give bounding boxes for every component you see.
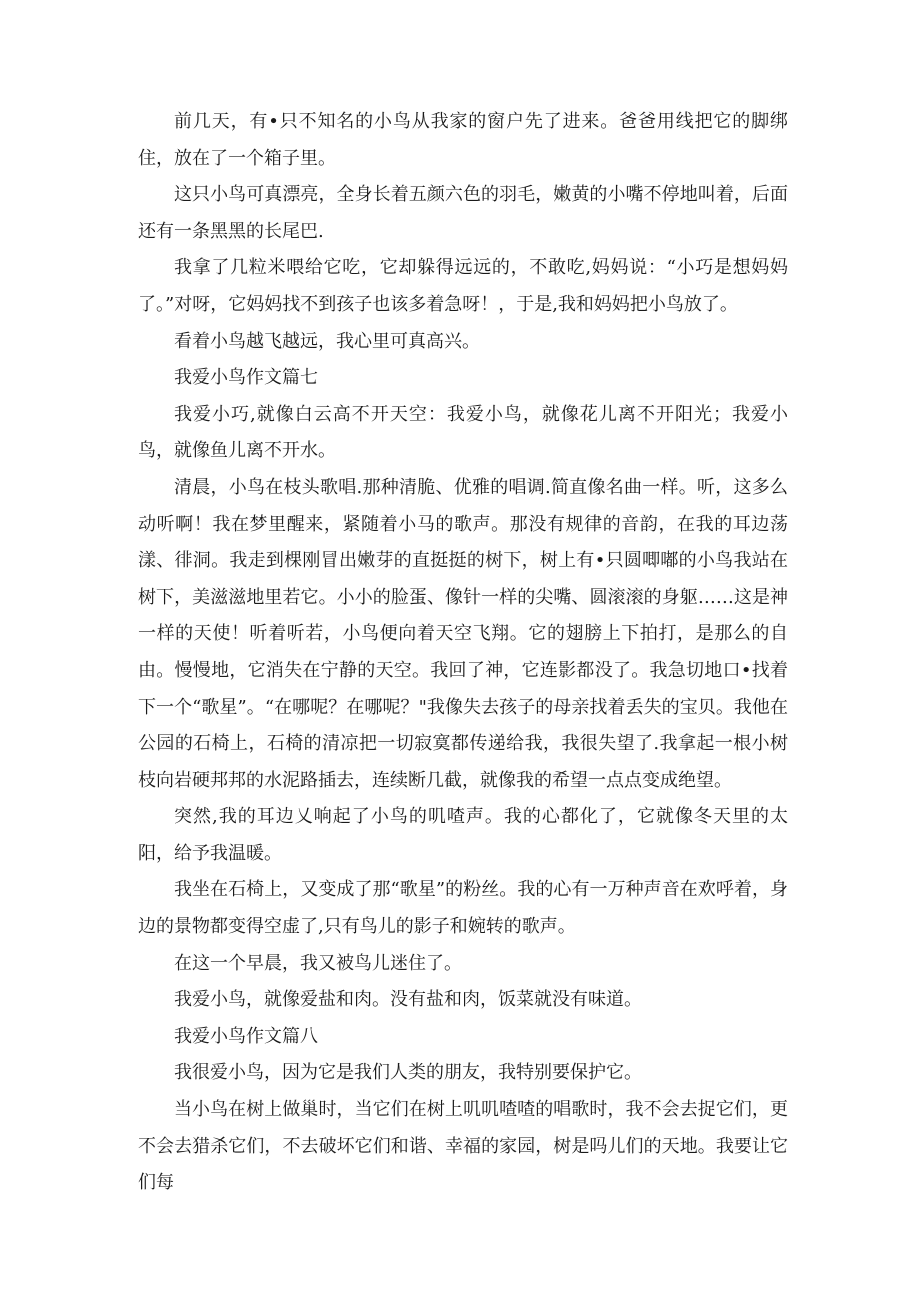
paragraph: 我爱小巧,就像白云高不开天空：我爱小鸟，就像花儿离不开阳光；我爱小鸟，就像鱼儿离不开水。 [138,403,788,462]
section-heading: 我爱小鸟作文篇七 [174,367,318,389]
paragraph: 我很爱小鸟，因为它是我们人类的朋友，我特别要保护它。 [174,1062,642,1084]
section-heading: 我爱小鸟作文篇八 [174,1025,318,1047]
paragraph: 在这一个早晨，我又被鸟儿迷住了。 [174,952,462,974]
paragraph: 这只小鸟可真漂亮，全身长着五颜六色的羽毛，嫩黄的小嘴不停地叫着，后面还有一条黑黑的长尾巴. [138,184,788,242]
paragraph: 突然,我的耳边乂响起了小鸟的叽喳声。我的心都化了，它就像冬天里的太阳，给予我温暖。 [138,806,788,864]
article-text [138,104,788,1202]
paragraph: 我爱小鸟，就像爱盐和肉。没有盐和肉，饭菜就没有味道。 [174,989,642,1011]
paragraph: 看着小鸟越飞越远，我心里可真高兴。 [174,330,480,352]
paragraph: 我坐在石椅上，又变成了那“歌星”的粉丝。我的心有一万种声音在欢呼着，身边的景物都变得空虚了,只有鸟儿的影子和婉转的歌声。 [138,879,788,938]
paragraph: 清晨，小鸟在枝头歌唱.那种清脆、优雅的唱调.简直像名曲一样。听，这多么动听啊！我在梦里醒来，紧随着小马的歌声。那没有规律的音韵，在我的耳边荡漾、徘洞。我走到棵刚冒出嫩芽的直挺挺的树下，树上有•只圆唧嘟的小鸟我站在树下，美滋滋地里若它。小小的脸蛋、像针一样的尖嘴、圆滚滚的身躯……这是神一样的天使！听着听若，小鸟便向着天空飞翔。它的翅膀上下拍打，是那么的自由。慢慢地，它消失在宁静的天空。我回了神，它连影都没了。我急切地口•找着下一个“歌星”。“在哪呢？在哪呢？"我像失去孩子的母亲找着丢失的宝贝。我他在公园的石椅上，石椅的清凉把一切寂寞都传递给我，我很失望了.我拿起一根小树枝向岩硬邦邦的水泥路插去，连续断几截，就像我的希望一点点变成绝望。 [138,476,788,791]
paragraph: 我拿了几粒米喂给它吃，它却躲得远远的，不敢吃,妈妈说：“小巧是想妈妈了。”对呀，它妈妈找不到孩子也该多着急呀！，于是,我和妈妈把小鸟放了。 [138,257,788,315]
paragraph: 当小鸟在树上做巢时，当它们在树上叽叽喳喳的唱歌时，我不会去捉它们，更不会去猎杀它们，不去破坏它们和谐、幸福的家园，树是吗儿们的天地。我要让它们每 [138,1099,788,1194]
paragraph: 前几天，有•只不知名的小鸟从我家的窗户先了进来。爸爸用线把它的脚绑住，放在了一个箱子里。 [138,111,788,169]
